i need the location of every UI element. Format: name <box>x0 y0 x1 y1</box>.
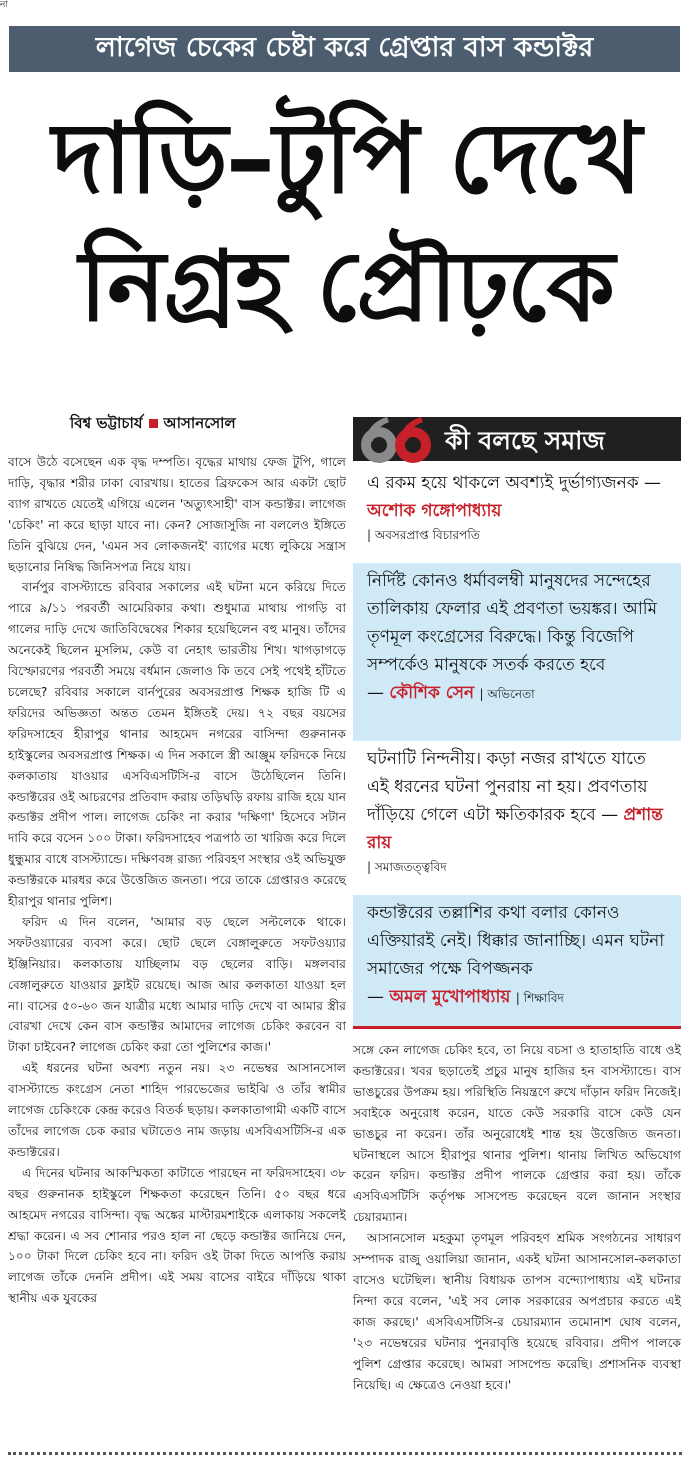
quote-body: এ রকম হয়ে থাকলে অবশ্যই দুর্ভাগ্যজনক — <box>367 473 662 493</box>
red-square-icon <box>149 419 158 428</box>
quote-body: ঘটনাটি নিন্দনীয়। কড়া নজর রাখতে যাতে এই ধরনের ঘটনা পুনরায় না হয়। প্রবণতায় দাঁড়িয়ে গেলে এটা ক্ষতিকারক হবে — <box>367 749 648 825</box>
quote-box <box>353 741 681 895</box>
headline <box>10 95 682 351</box>
quote-box <box>353 563 681 741</box>
quote-author: অমল মুখোপাধ্যায় <box>389 987 511 1007</box>
sidebar-header <box>353 417 681 461</box>
quote-box <box>353 895 681 1026</box>
quote-dash: — <box>367 987 384 1007</box>
opinion-sidebar <box>353 417 681 1032</box>
kicker-banner: লাগেজ চেকের চেষ্টা করে গ্রেপ্তার বাস কন্ডাক্টর <box>9 26 680 72</box>
quote-role-text: অভিনেতা <box>487 687 535 701</box>
sidebar-title: কী বলছে সমাজ <box>445 426 605 455</box>
quote-body: নির্দিষ্ট কোনও ধর্মাবলম্বী মানুষদের সন্দেহের তালিকায় ফেলার এই প্রবণতা ভয়ঙ্কর। আমি তৃণমূল কংগ্রেসের বিরুদ্ধে। কিন্তু বিজেপি সম্পর্কেও মানুষকে সতর্ক করতে হবে <box>367 571 658 675</box>
article-paragraph: এই ধরনের ঘটনা অবশ্য নতুন নয়। ২৩ নভেম্বর আসানসোল বাসস্ট্যান্ডে কংগ্রেস নেতা শাহিদ পারভেজের ভাইঝি ও তাঁর স্বামীর লাগেজ চেকিংকে কেন্দ্র করেও বিতর্ক ছড়ায়। কলকাতাগামী একটি বাসে তাঁদের লাগেজ চেক করার ঘটাতেও নাম জড়ায় এসবিএসটিসি-র এক কন্ডাক্টরের। <box>8 1061 346 1159</box>
dotted-divider <box>8 1452 682 1455</box>
page-corner-fragment: না <box>0 0 8 10</box>
article-paragraph: ফরিদ এ দিন বলেন, 'আমার বড় ছেলে সল্টলেকে থাকে। সফটওয়্যারের ব্যবসা করে। ছোট ছেলে বেঙ্গালুরুতে সফটওয়্যার ইঞ্জিনিয়ার। কলকাতায় যাচ্ছিলাম বড় ছেলের বাড়ি। মঙ্গলবার বেঙ্গালুরুতে যাওয়ার ফ্লাইট রয়েছে। আজ আর কলকাতা যাওয়া হল না। বাসের ৫০-৬০ জন যাত্রীর মধ্যে আমার দাড়ি দেখে বা আমার স্ত্রীর বোরখা দেখে কেন বাস কন্ডাক্টর আমাদের লাগেজ চেকিং করবেন বা টাকা চাইবেন? লাগেজ চেকিং করা তো পুলিশের কাজ।' <box>8 914 346 1055</box>
headline-line-2: নিগ্রহ প্রৌঢ়কে <box>79 230 613 344</box>
quote-role: | শিক্ষাবিদ <box>515 991 564 1005</box>
quote-author: কৌশিক সেন <box>389 683 475 703</box>
article-paragraph: আসানসোল মহকুমা তৃণমূল পরিবহণ শ্রমিক সংগঠনের সাধারণ সম্পাদক রাজু ওয়ালিয়া জানান, একই ঘটনা আসানসোল-কলকাতা বাসেও ঘটেছিল। স্থানীয় বিধায়ক তাপস বন্দ্যোপাধ্যায় এই ঘটনার নিন্দা করে বলেন, 'এই সব লোক সরকারের অপপ্রচার করতে এই কাজ করছে।' এসবিএসটিসি-র চেয়ারম্যান তমোনাশ ঘোষ বলেন, '২৩ নভেম্বরের ঘটনার পুনরাবৃত্তি হয়েছে রবিবার। প্রদীপ পালকে পুলিশ গ্রেপ্তার করেছে। আমরা সাসপেন্ড করেছি। প্রশাসনিক ব্যবস্থা নিয়েছি। এ ক্ষেত্রেও নেওয়া হবে।' <box>353 1231 681 1392</box>
quote-text <box>353 741 681 857</box>
byline-author: বিশ্ব ভট্টাচার্য <box>70 414 143 432</box>
quote-role-text: অবসরপ্রাপ্ত বিচারপতি <box>374 528 480 542</box>
quote-text <box>353 465 681 525</box>
byline-place: আসানসোল <box>163 414 236 432</box>
quote-role: | অবসরপ্রাপ্ত বিচারপতি <box>367 528 480 542</box>
article-paragraph: বাসে উঠে বসেছেন এক বৃদ্ধ দম্পতি। বৃদ্ধের মাথায় ফেজ টুপি, গালে দাড়ি, বৃদ্ধার শরীর ঢাকা বোরখায়। হাতের ব্রিফকেস আর একটা ছোট ব্যাগ রাখতে যেতেই এগিয়ে এলেন 'অত্যুৎসাহী' বাস কন্ডাক্টর। লাগেজ 'চেকিং' না করে ছাড়া যাবে না। কেন? সোজাসুজি না বললেও ইঙ্গিতে তিনি বুঝিয়ে দেন, 'এমন সব লোকজনই' ব্যাগের মধ্যে লুকিয়ে সন্ত্রাস ছড়ানোর নিষিদ্ধ জিনিসপত্র নিয়ে যায়। <box>8 455 346 574</box>
sidebar-bottom-rule <box>353 1026 681 1029</box>
quote-text <box>353 895 681 1012</box>
headline-line-1: দাড়ি–টুপি দেখে <box>52 102 640 216</box>
article-body-left <box>8 452 346 1309</box>
quote-text <box>353 563 681 708</box>
quote-dash: — <box>367 683 384 703</box>
quote-author: প্রশান্ত রায় <box>367 805 663 853</box>
article-body-right <box>353 1040 681 1395</box>
byline <box>70 412 236 437</box>
quote-role: | সমাজতত্ত্ববিদ <box>367 860 447 874</box>
quote-role-text: শিক্ষাবিদ <box>523 991 564 1005</box>
quote-author: অশোক গঙ্গোপাধ্যায় <box>367 501 502 521</box>
quote-marks-icon <box>357 413 433 465</box>
article-paragraph: বার্নপুর বাসস্ট্যান্ডে রবিবার সকালের এই ঘটনা মনে করিয়ে দিতে পারে ৯/১১ পরবর্তী আমেরিকার কথা। শুধুমাত্র মাথায় পাগড়ি বা গালের দাড়ি দেখে জাতিবিদ্বেষের শিকার হয়েছিলেন বহু মানুষ। তাঁদের অনেকেই ছিলেন মুসলিম, কেউ বা নেহাৎ ভারতীয় শিখ। খাগড়াগড়ে বিস্ফোরণের পরবর্তী সময়ে বর্ধমান জেলাও কি তবে সেই পথেই হাঁটতে চলেছে? রবিবার সকালে বার্নপুরের অবসরপ্রাপ্ত শিক্ষক হাজি টি এ ফরিদের অভিজ্ঞতা অন্তত তেমন ইঙ্গিতই দেয়। ৭২ বছর বয়সের ফরিদসাহেব হীরাপুর থানার আহমেদ নগরের বাসিন্দা গুরুনানক হাইস্কুলের অবসরপ্রাপ্ত শিক্ষক। এ দিন সকালে স্ত্রী আঞ্জুম ফরিদকে নিয়ে কলকাতায় যাওয়ার এসবিএসটিসি-র বাসে উঠেছিলেন তিনি। কন্ডাক্টরের ওই আচরণের প্রতিবাদ করায় তড়িঘড়ি রফায় রাজি হয়ে যান কন্ডাক্টর প্রদীপ পাল। লাগেজ চেকিং না করার 'দক্ষিণা' হিসেবে সটান দাবি করে বসেন ১০০ টাকা। ফরিদসাহেব পত্রপাঠ তা খারিজ করে দিলে ধুন্ধুমার বাধে বাসস্ট্যান্ডে। দক্ষিণবঙ্গ রাজ্য পরিবহণ সংস্থার ওই অভিযুক্ত কন্ডাক্টরকে মারধর করে উত্তেজিত জনতা। পরে তাকে গ্রেপ্তারও করেছে হীরাপুর থানার পুলিশ। <box>8 580 346 909</box>
article-paragraph: এ দিনের ঘটনার আকস্মিকতা কাটাতে পারছেন না ফরিদসাহেব। ৩৮ বছর গুরুনানক হাইস্কুলে শিক্ষকতা করেছেন তিনি। ৫০ বছর ধরে আহমেদ নগরের বাসিন্দা। বৃদ্ধ অঙ্কের মাস্টারমশাইকে এলাকায় সকলেই শ্রদ্ধা করেন। এ সব শোনার পরও হাল না ছেড়ে কন্ডাক্টর জানিয়ে দেন, ১০০ টাকা দিলে চেকিং হবে না। ফরিদ ওই টাকা দিতে আপত্তি করায় লাগেজ তাঁকে দেননি প্রদীপ। এই সময় বাসের বাইরে দাঁড়িয়ে থাকা স্থানীয় এক যুবকের <box>8 1165 346 1306</box>
article-paragraph: সঙ্গে কেন লাগেজ চেকিং হবে, তা নিয়ে বচসা ও হাতাহাতি বাধে ওই কন্ডাক্টরের। খবর ছড়াতেই প্রচুর মানুষ হাজির হন বাসস্ট্যান্ডে। বাস ভাঙচুরের উপক্রম হয়। পরিস্থিতি নিয়ন্ত্রণে রুখে দাঁড়ান ফরিদ নিজেই। সবাইকে অনুরোধ করেন, যাতে কেউ সরকারি বাসে কেউ যেন ভাঙচুর না করেন। তাঁর অনুরোধেই শান্ত হয় উত্তেজিত জনতা। ঘটনাস্থলে আসে হীরাপুর থানার পুলিশ। থানায় লিখিত অভিযোগ করেন ফরিদ। কন্ডাক্টর প্রদীপ পালকে গ্রেপ্তার করা হয়। তাঁকে এসবিএসটিসি কর্তৃপক্ষ সাসপেন্ড করেছেন বলে জানান সংস্থার চেয়ারম্যান। <box>353 1043 681 1225</box>
quote-box <box>353 465 681 563</box>
quote-role-text: সমাজতত্ত্ববিদ <box>374 860 447 874</box>
quote-body: কন্ডাক্টরের তল্লাশির কথা বলার কোনও এক্তিয়ারই নেই। ধিক্কার জানাচ্ছি। এমন ঘটনা সমাজের পক্ষে বিপজ্জনক <box>367 903 665 979</box>
quote-role: | অভিনেতা <box>479 687 535 701</box>
